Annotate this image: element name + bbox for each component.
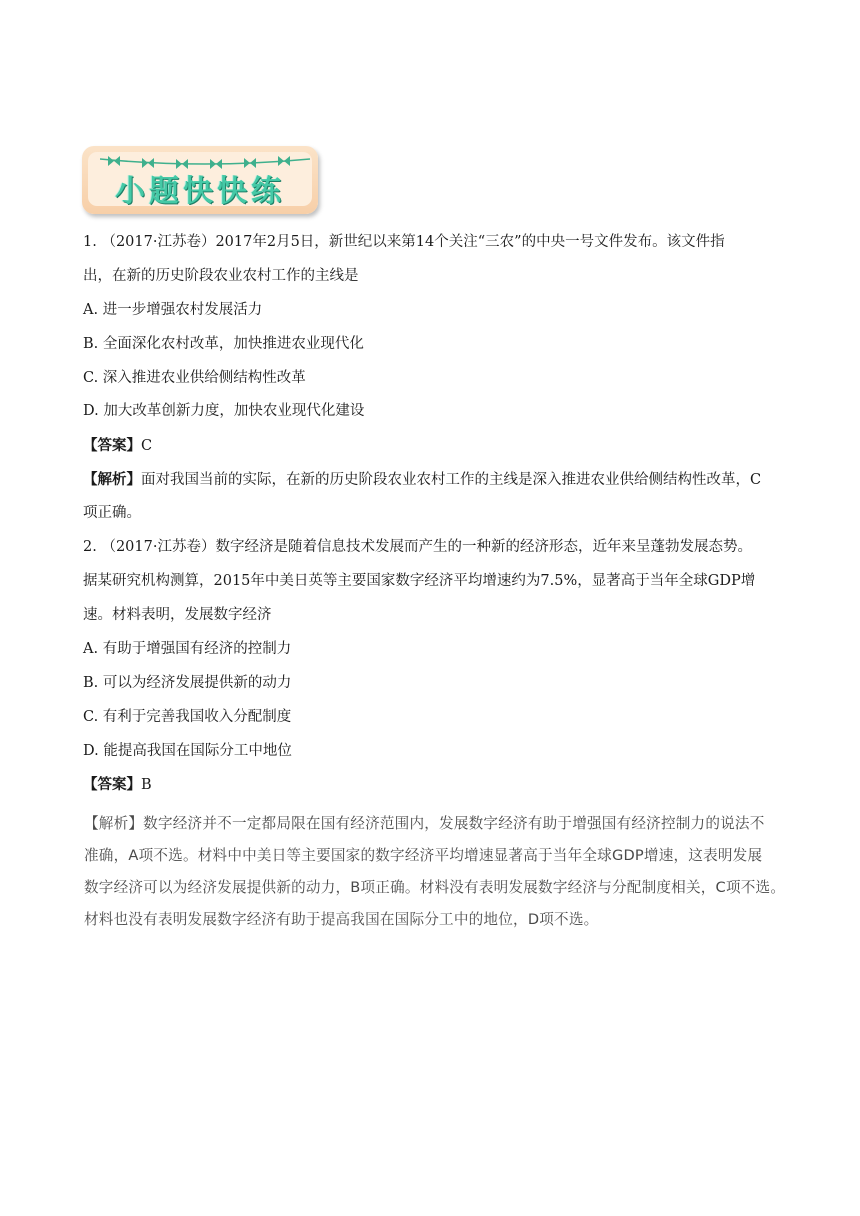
q1-stem-line-1: 1. （2017·江苏卷）2017年2月5日，新世纪以来第14个关注“三农”的中央一号文件发布。该文件指	[83, 234, 725, 250]
q2-stem-line-2: 据某研究机构测算，2015年中美日英等主要国家数字经济平均增速约为7.5%，显著高于当年全球GDP增	[83, 573, 756, 589]
q1-analysis-line-2: 项正确。	[83, 505, 141, 521]
q1-option-b: B. 全面深化农村改革，加快推进农业现代化	[83, 336, 364, 352]
q1-option-d: D. 加大改革创新力度，加快农业现代化建设	[83, 403, 365, 419]
banner-title: 小题快快练	[115, 174, 285, 209]
q2-analysis-line-2: 准确，A项不选。材料中中美日等主要国家的数字经济平均增速显著高于当年全球GDP增速，这表明发展	[84, 847, 763, 864]
q1-option-a: A. 进一步增强农村发展活力	[83, 302, 263, 318]
section-banner	[82, 146, 318, 214]
q2-stem-line-1: 2. （2017·江苏卷）数字经济是随着信息技术发展而产生的一种新的经济形态，近年来呈蓬勃发展态势。	[83, 539, 752, 555]
q1-answer-value: C	[141, 438, 153, 454]
q1-option-c: C. 深入推进农业供给侧结构性改革	[83, 370, 306, 386]
q1-answer	[83, 436, 152, 456]
q2-analysis-line-4: 材料也没有表明发展数字经济有助于提高我国在国际分工中的地位，D项不选。	[84, 911, 599, 928]
q2-answer	[83, 775, 152, 795]
q1-analysis-line-1	[83, 470, 761, 490]
banner-panel	[88, 152, 312, 209]
q1-analysis-text: 面对我国当前的实际，在新的历史阶段农业农村工作的主线是深入推进农业供给侧结构性改革，C	[141, 472, 762, 488]
q2-stem-line-3: 速。材料表明，发展数字经济	[83, 607, 272, 623]
q2-option-d: D. 能提高我国在国际分工中地位	[83, 743, 292, 759]
q2-analysis-image	[80, 798, 786, 936]
q2-option-b: B. 可以为经济发展提供新的动力	[83, 675, 292, 691]
q1-analysis-label: 【解析】	[83, 471, 141, 488]
q2-option-c: C. 有利于完善我国收入分配制度	[83, 709, 292, 725]
q2-analysis-line-3: 数字经济可以为经济发展提供新的动力，B项正确。材料没有表明发展数字经济与分配制度相关，C项不选。	[84, 879, 786, 896]
q2-answer-value: B	[141, 777, 152, 793]
q2-analysis-line-1: 【解析】数字经济并不一定都局限在国有经济范围内，发展数字经济有助于增强国有经济控制力的说法不	[84, 815, 765, 832]
q2-option-a: A. 有助于增强国有经济的控制力	[83, 641, 292, 657]
q1-answer-label: 【答案】	[83, 437, 141, 454]
q2-answer-label: 【答案】	[83, 776, 141, 793]
q1-stem-line-2: 出，在新的历史阶段农业农村工作的主线是	[83, 268, 359, 284]
